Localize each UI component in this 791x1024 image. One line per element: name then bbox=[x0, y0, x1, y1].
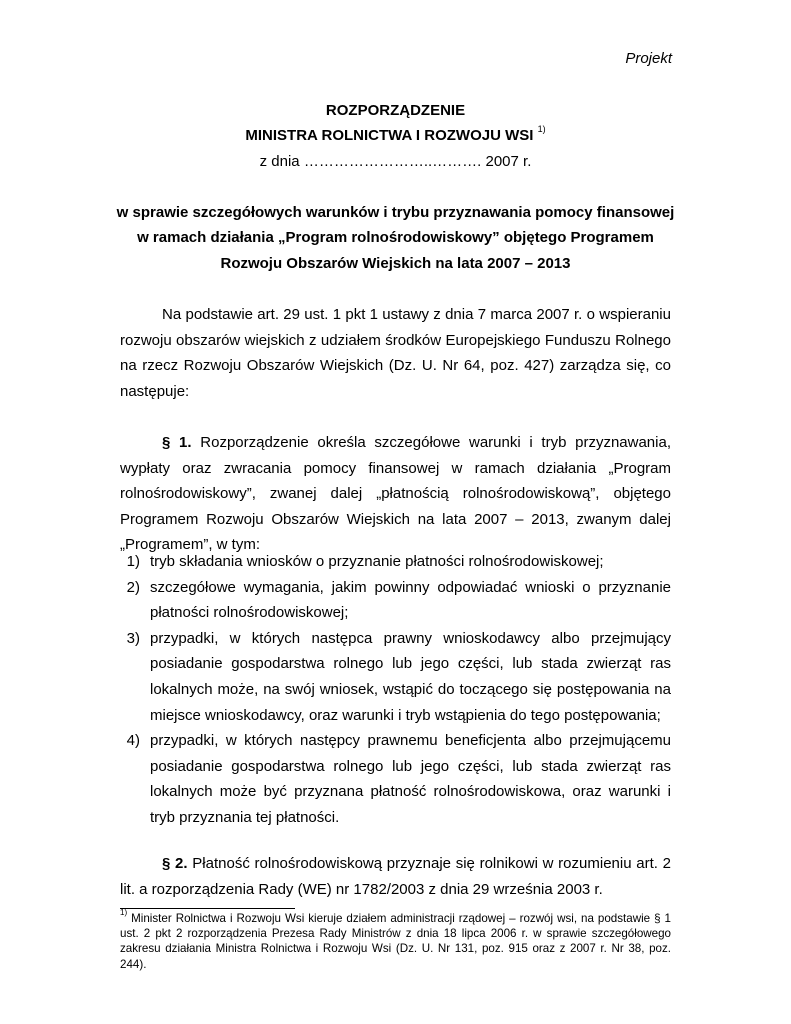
footnote-reference: 1) bbox=[537, 124, 546, 134]
preamble-paragraph: Na podstawie art. 29 ust. 1 pkt 1 ustawy z dnia 7 marca 2007 r. o wspieraniu rozwoju obszarów wiejskich z udziałem środków Europejskiego Funduszu Rolnego na rzecz Rozwoju Obszarów Wiejskich (Dz. U. Nr 64, poz. 427) zarządza się, co następuje: bbox=[120, 306, 671, 400]
footnote-text: Minister Rolnictwa i Rozwoju Wsi kieruje działem administracji rządowej – rozwój wsi, na podstawie § 1 ust. 2 pkt 2 rozporządzenia Prezesa Rady Ministrów z dnia 18 lipca 2006 r. w sprawie szczegółowego zakresu działania Ministra Rolnictwa i Rozwoju Wsi (Dz. U. Nr 131, poz. 915 oraz z 2007 r. Nr 38, poz. 244). bbox=[120, 912, 671, 971]
list-item-text: szczegółowe wymagania, jakim powinny odpowiadać wnioski o przyznanie płatności rolnośrodowiskowej; bbox=[150, 578, 671, 622]
subject-line-1: w sprawie szczegółowych warunków i trybu przyznawania pomocy finansowej bbox=[116, 204, 675, 221]
date-line: z dnia ……………………..………. 2007 r. bbox=[259, 153, 532, 170]
list-item bbox=[120, 626, 671, 728]
section-2-text: Płatność rolnośrodowiskową przyznaje się rolnikowi w rozumieniu art. 2 lit. a rozporządzenia Rady (WE) nr 1782/2003 z dnia 29 września 2003 r. bbox=[120, 855, 671, 898]
section-1-text: Rozporządzenie określa szczegółowe warunki i tryb przyznawania, wypłaty oraz zwracania pomocy finansowej w ramach działania „Program rolnośrodowiskowy”, zwanej dalej „płatnością rolnośrodowiskową”, objętego Programem Rozwoju Obszarów Wiejskich na lata 2007 – 2013, zwanym dalej „Programem”, w tym: bbox=[120, 434, 671, 554]
footnote-marker: 1) bbox=[120, 908, 128, 918]
subject-line-3: Rozwoju Obszarów Wiejskich na lata 2007 – 2013 bbox=[220, 255, 571, 272]
section-1-list bbox=[120, 549, 671, 831]
issuing-authority-heading bbox=[0, 124, 791, 144]
list-item-text: przypadki, w których następca prawny wnioskodawcy albo przejmujący posiadanie gospodarstwa rolnego lub jego części, lub stada zwierząt ras lokalnych może, na swój wniosek, wstąpić do toczącego się postępowania na miejsce wnioskodawcy, oraz warunki i tryb wstąpienia do tego postępowania; bbox=[150, 629, 671, 724]
footnote-separator bbox=[120, 908, 295, 909]
draft-status-label: Projekt bbox=[625, 50, 672, 67]
issuing-authority-text: MINISTRA ROLNICTWA I ROZWOJU WSI bbox=[245, 127, 534, 144]
list-item-number: 1) bbox=[126, 553, 140, 570]
list-item-number: 4) bbox=[126, 732, 140, 750]
section-1-paragraph bbox=[120, 430, 671, 558]
list-item-number: 3) bbox=[126, 629, 140, 647]
list-item bbox=[120, 575, 671, 626]
section-2-paragraph bbox=[120, 851, 671, 902]
list-item bbox=[120, 728, 671, 830]
footnote bbox=[120, 908, 671, 972]
list-item-text: przypadki, w których następcy prawnemu beneficjenta albo przejmującemu posiadanie gospodarstwa rolnego lub jego części, lub stada zwierząt ras lokalnych może być przyznana płatność rolnośrodowiskowa, oraz warunki i tryb przyznania tej płatności. bbox=[150, 732, 671, 826]
document-type-heading: ROZPORZĄDZENIE bbox=[325, 102, 466, 119]
section-1-label: § 1. bbox=[162, 434, 192, 451]
list-item bbox=[120, 549, 671, 575]
list-item-number: 2) bbox=[126, 578, 140, 596]
section-2-label: § 2. bbox=[162, 855, 188, 872]
list-item-text: tryb składania wniosków o przyznanie płatności rolnośrodowiskowej; bbox=[150, 553, 604, 570]
subject-line-2: w ramach działania „Program rolnośrodowiskowy” objętego Programem bbox=[137, 229, 654, 246]
